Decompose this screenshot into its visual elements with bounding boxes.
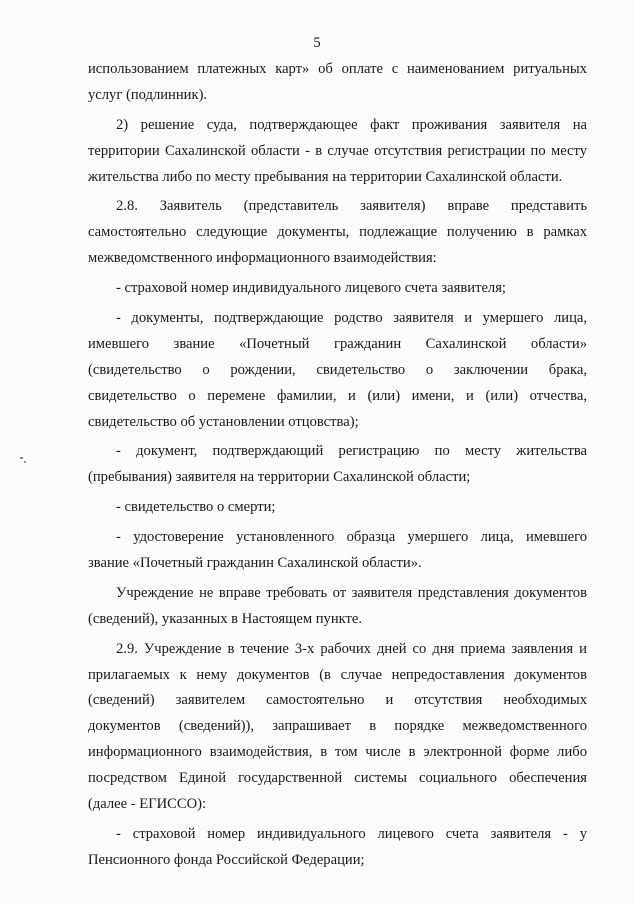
text-line: прилагаемых к нему документов (в случае непредоставления документов (88, 666, 587, 683)
text-line: свидетельство об установлении отцовства); (88, 413, 359, 430)
text-line: информационного взаимодействия, в том числе в электронной форме либо (88, 744, 587, 761)
paragraph-first-line: - свидетельство о смерти; (116, 499, 276, 516)
paragraph-first-line: Учреждение не вправе требовать от заявителя представления документов (116, 584, 587, 601)
text-line: посредством Единой государственной системы социального обеспечения (88, 770, 587, 787)
text-line: (пребывания) заявителя на территории Сахалинской области; (88, 469, 471, 486)
text-line: (далее - ЕГИССО): (88, 796, 207, 813)
text-line: жительства либо по месту пребывания на территории Сахалинской области. (88, 168, 563, 185)
text-line: межведомственного информационного взаимодействия: (88, 250, 437, 267)
paragraph-first-line: 2.8. Заявитель (представитель заявителя) вправе представить (116, 198, 587, 215)
text-line: (сведений), указанных в Настоящем пункте. (88, 610, 363, 627)
paragraph-first-line: 2.9. Учреждение в течение 3-х рабочих дней со дня приема заявления и (116, 640, 587, 657)
text-line: свидетельство о перемене фамилии, и (или) имени, и (или) отчества, (88, 387, 587, 404)
page-number: 5 (313, 35, 321, 51)
text-line: использованием платежных карт» об оплате с наименованием ритуальных (88, 61, 587, 77)
paragraph-first-line: - документы, подтверждающие родство заявителя и умершего лица, (116, 310, 587, 327)
text-line: имевшего звание «Почетный гражданин Сахалинской области» (88, 335, 587, 352)
text-line: самостоятельно следующие документы, подлежащие получению в рамках (88, 224, 587, 241)
scan-speck (20, 457, 23, 459)
text-line: документов (сведений)), запрашивает в порядке межведомственного (88, 718, 587, 735)
paragraph-first-line: - удостоверение установленного образца умершего лица, имевшего (116, 529, 587, 546)
text-line: звание «Почетный гражданин Сахалинской области». (88, 555, 422, 572)
scan-speck (24, 461, 26, 463)
text-line: территории Сахалинской области - в случае отсутствия регистрации по месту (88, 142, 587, 159)
paragraph-first-line: - страховой номер индивидуального лицевого счета заявителя - у (116, 825, 587, 842)
text-line: (сведений) заявителем самостоятельно и отсутствия необходимых (88, 692, 587, 709)
text-line: (свидетельство о рождении, свидетельство о заключении брака, (88, 361, 587, 378)
document-body (88, 57, 587, 874)
text-line: Пенсионного фонда Российской Федерации; (88, 851, 365, 868)
paragraph-first-line: - документ, подтверждающий регистрацию по месту жительства (116, 443, 587, 460)
paragraph-first-line: - страховой номер индивидуального лицевого счета заявителя; (116, 280, 506, 297)
text-line: услуг (подлинник). (88, 86, 208, 103)
paragraph-first-line: 2) решение суда, подтверждающее факт проживания заявителя на (116, 116, 587, 133)
